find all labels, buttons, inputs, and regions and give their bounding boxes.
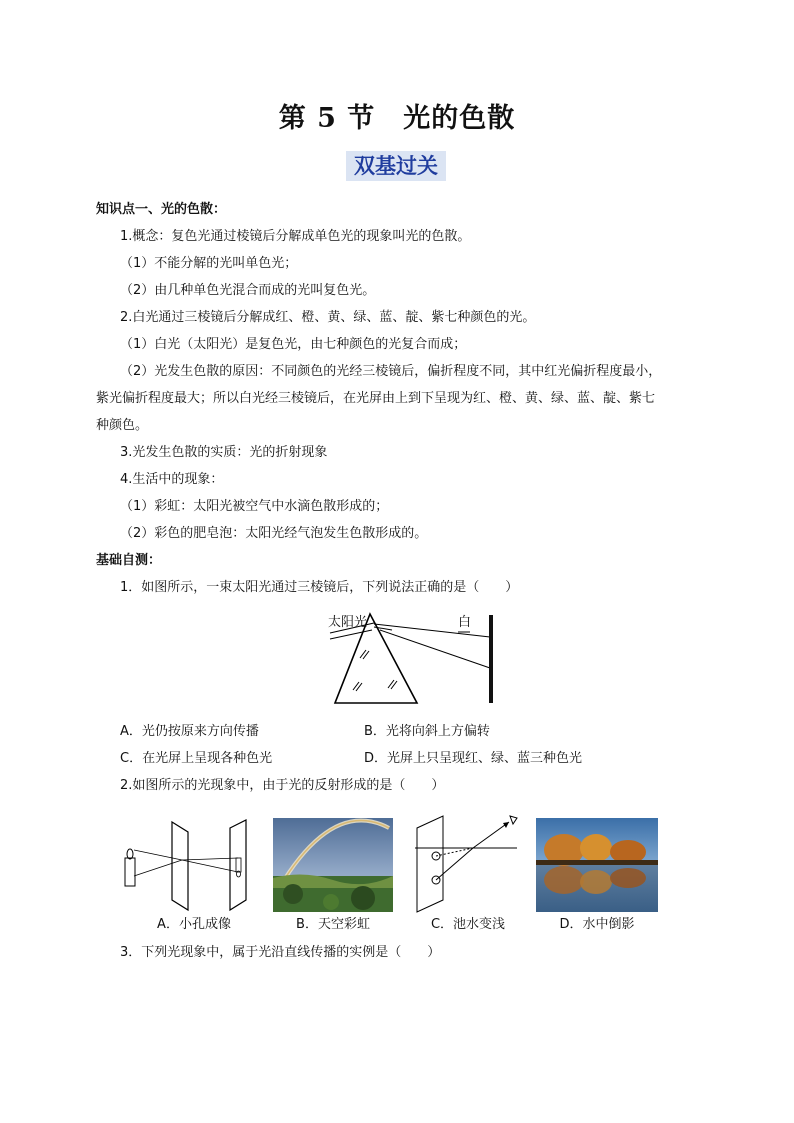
knowledge-line: （1）彩虹：太阳光被空气中水滴色散形成的；	[120, 499, 389, 514]
figure-caption-c: C．池水变浅	[430, 917, 506, 932]
knowledge-line: 紫光偏折程度最大；所以白光经三棱镜后，在光屏由上到下呈现为红、橙、黄、绿、蓝、靛、紫七	[96, 391, 656, 406]
question-3-stem: 3．下列光现象中，属于光沿直线传播的实例是（ ）	[120, 945, 441, 960]
knowledge-line: 1.概念：复色光通过棱镜后分解成单色光的现象叫光的色散。	[120, 229, 471, 244]
page-title: 第 5 节 光的色散	[278, 103, 516, 134]
pool-refraction-diagram	[413, 812, 523, 912]
knowledge-line: 种颜色。	[96, 418, 149, 433]
section-badge: 双基过关	[346, 151, 446, 181]
knowledge-line: 4.生活中的现象：	[120, 472, 224, 487]
question-1-option-a: A．光仍按原来方向传播	[120, 724, 259, 739]
rainbow-photo	[273, 818, 393, 912]
water-reflection-photo	[536, 818, 658, 912]
self-test-heading: 基础自测：	[96, 553, 162, 568]
question-1-option-b: B．光将向斜上方偏转	[364, 724, 490, 739]
knowledge-line: （1）不能分解的光叫单色光；	[120, 256, 298, 271]
knowledge-heading: 知识点一、光的色散：	[96, 202, 227, 217]
question-1-stem: 1．如图所示，一束太阳光通过三棱镜后，下列说法正确的是（ ）	[120, 580, 519, 595]
pinhole-diagram	[120, 818, 268, 914]
prism-white-label: 白	[458, 615, 472, 630]
knowledge-line: 3.光发生色散的实质：光的折射现象	[120, 445, 328, 460]
figure-caption-d: D．水中倒影	[559, 917, 635, 932]
knowledge-line: （1）白光（太阳光）是复色光，由七种颜色的光复合而成；	[120, 337, 467, 352]
question-1-option-d: D．光屏上只呈现红、绿、蓝三种色光	[364, 751, 583, 766]
figure-caption-a: A．小孔成像	[157, 917, 231, 932]
knowledge-line: 2.白光通过三棱镜后分解成红、橙、黄、绿、蓝、靛、紫七种颜色的光。	[120, 310, 536, 325]
question-2-stem: 2.如图所示的光现象中，由于光的反射形成的是（ ）	[120, 778, 445, 793]
knowledge-line: （2）光发生色散的原因：不同颜色的光经三棱镜后，偏折程度不同，其中红光偏折程度最小，	[120, 364, 662, 379]
figure-caption-b: B．天空彩虹	[296, 917, 370, 932]
knowledge-line: （2）彩色的肥皂泡：太阳光经气泡发生色散形成的。	[120, 526, 428, 541]
knowledge-line: （2）由几种单色光混合而成的光叫复色光。	[120, 283, 376, 298]
prism-sun-label: 太阳光	[328, 615, 368, 630]
question-1-option-c: C．在光屏上呈现各种色光	[120, 751, 273, 766]
